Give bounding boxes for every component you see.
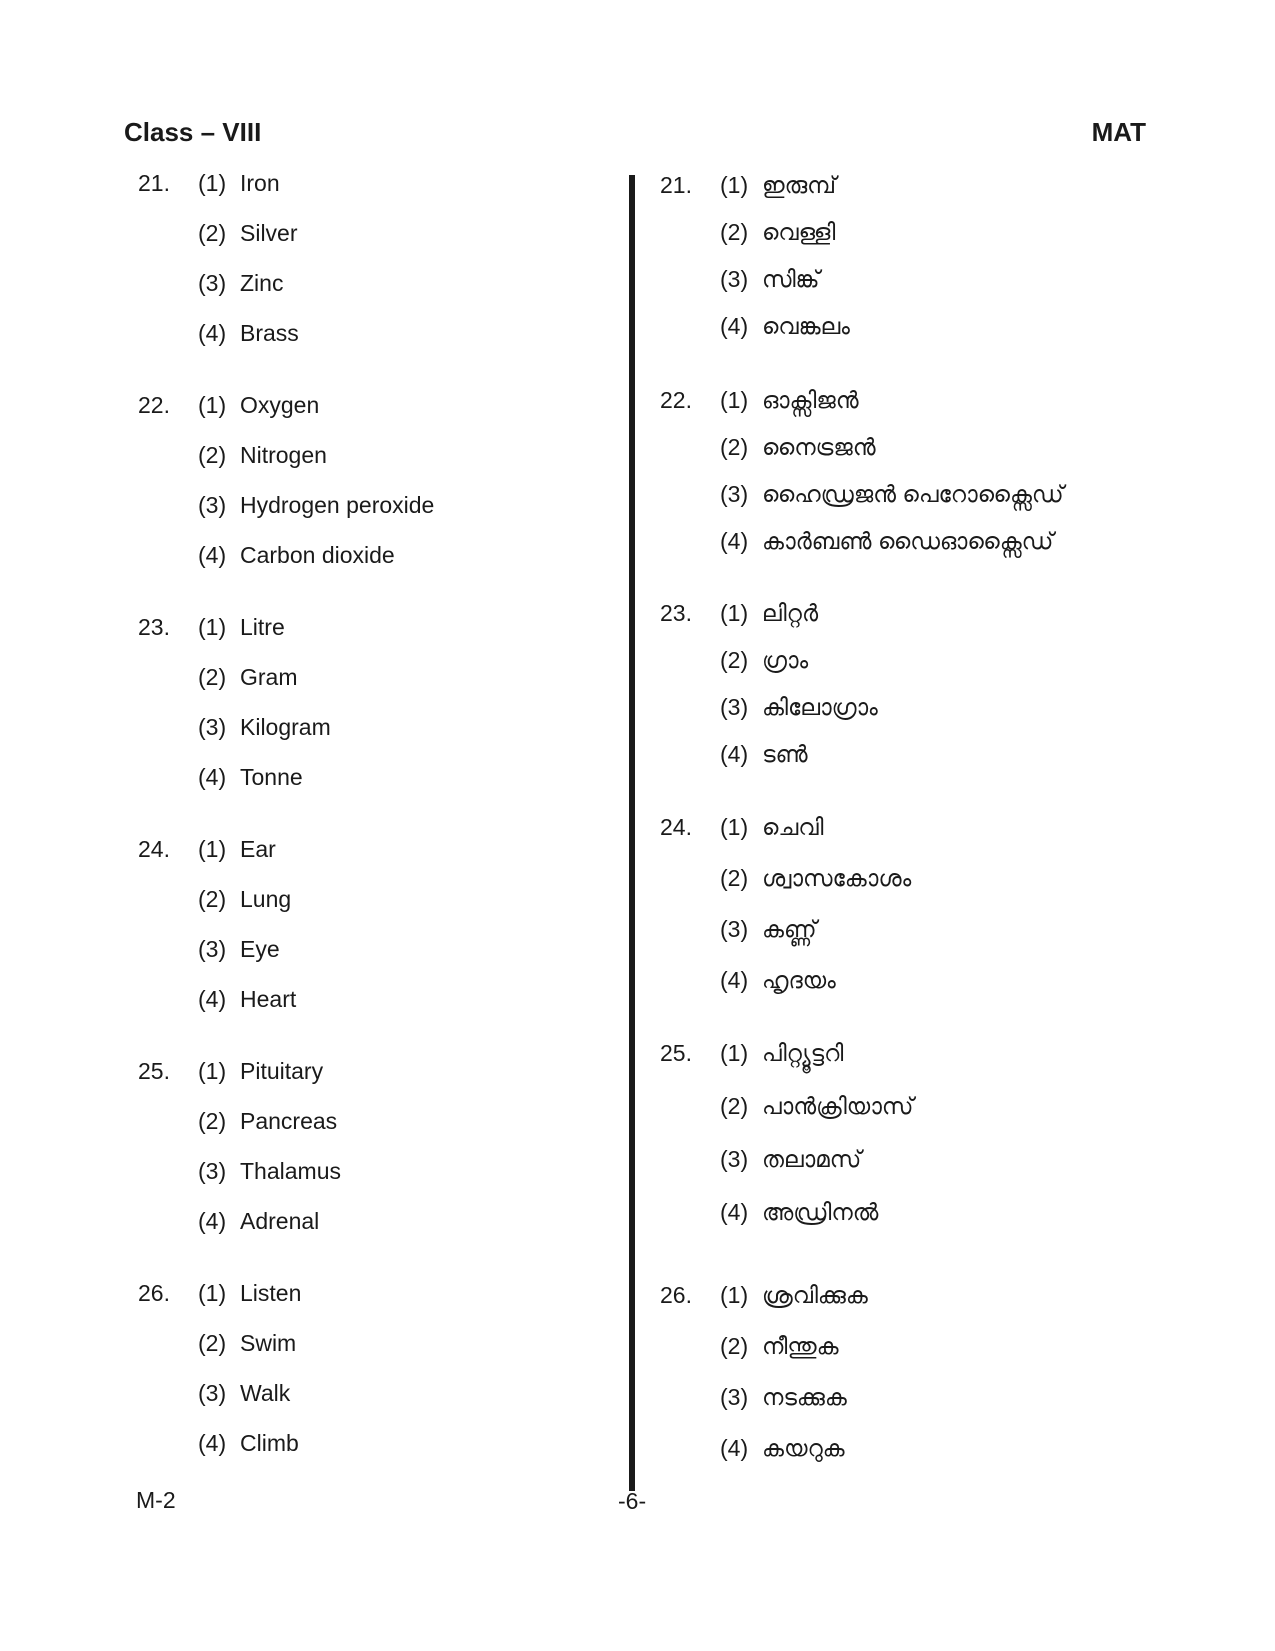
option: (2) ശ്വാസകോശം: [720, 865, 912, 891]
option: (3) Zinc: [198, 270, 284, 296]
question-number: 25.: [138, 1058, 170, 1084]
booklet-code: M-2: [136, 1487, 176, 1513]
option: (1) Litre: [198, 614, 285, 640]
question-number: 26.: [660, 1282, 692, 1308]
option: (1) പിറ്റ്യൂട്ടറി: [720, 1040, 844, 1066]
option: (3) Walk: [198, 1380, 291, 1406]
question-number: 23.: [138, 614, 170, 640]
question-number: 22.: [660, 387, 692, 413]
option: (2) ഗ്രാം: [720, 647, 809, 673]
option: (2) Silver: [198, 220, 298, 246]
question-number: 24.: [660, 814, 692, 840]
option: (4) വെങ്കലം: [720, 313, 850, 339]
option: (2) Lung: [198, 886, 292, 912]
option: (3) Eye: [198, 936, 280, 962]
option: (4) ഹൃദയം: [720, 967, 836, 993]
page-header: [124, 117, 1146, 157]
option: (2) വെള്ളി: [720, 219, 836, 245]
question-number: 22.: [138, 392, 170, 418]
column-divider: [629, 175, 635, 1491]
option: (4) Tonne: [198, 764, 303, 790]
class-label: Class – VIII: [124, 117, 262, 147]
option: (4) Heart: [198, 986, 297, 1012]
option: (4) Carbon dioxide: [198, 542, 395, 568]
question-number: 24.: [138, 836, 170, 862]
option: (3) തലാമസ്: [720, 1146, 862, 1172]
option: (2) Gram: [198, 664, 298, 690]
option: (1) Iron: [198, 170, 280, 196]
option: (4) Climb: [198, 1430, 299, 1456]
option: (3) Thalamus: [198, 1158, 341, 1184]
option: (2) പാൻക്രിയാസ്: [720, 1093, 914, 1119]
question-number: 25.: [660, 1040, 692, 1066]
option: (1) ഓക്സിജൻ: [720, 387, 859, 413]
option: (4) കാർബൺ ഡൈഓക്സൈഡ്: [720, 528, 1054, 554]
option: (3) സിങ്ക്: [720, 266, 820, 292]
option: (4) ടൺ: [720, 741, 808, 767]
subject-label: MAT: [1091, 117, 1146, 147]
option: (2) Pancreas: [198, 1108, 338, 1134]
option: (3) ഹൈഡ്രജൻ പെറോക്സൈഡ്: [720, 481, 1064, 507]
option: (4) Adrenal: [198, 1208, 320, 1234]
option: (2) Nitrogen: [198, 442, 327, 468]
option: (3) കിലോഗ്രാം: [720, 694, 878, 720]
option: (1) Listen: [198, 1280, 302, 1306]
question-number: 21.: [660, 172, 692, 198]
option: (3) Hydrogen peroxide: [198, 492, 435, 518]
option: (2) നൈട്രജൻ: [720, 434, 876, 460]
option: (1) Ear: [198, 836, 276, 862]
question-number: 21.: [138, 170, 170, 196]
option: (1) ലിറ്റർ: [720, 600, 819, 626]
option: (1) Oxygen: [198, 392, 320, 418]
option: (3) Kilogram: [198, 714, 331, 740]
option: (3) കണ്ണ്: [720, 916, 817, 942]
option: (1) ഇരുമ്പ്: [720, 172, 837, 198]
page-number: -6-: [618, 1488, 647, 1514]
option: (3) നടക്കുക: [720, 1384, 847, 1410]
option: (4) അഡ്രിനൽ: [720, 1199, 879, 1225]
question-number: 26.: [138, 1280, 170, 1306]
option: (1) Pituitary: [198, 1058, 324, 1084]
option: (1) ശ്രവിക്കുക: [720, 1282, 868, 1308]
question-number: 23.: [660, 600, 692, 626]
option: (4) കയറുക: [720, 1435, 845, 1461]
option: (1) ചെവി: [720, 814, 824, 840]
option: (4) Brass: [198, 320, 299, 346]
option: (2) Swim: [198, 1330, 297, 1356]
option: (2) നീന്തുക: [720, 1333, 839, 1359]
